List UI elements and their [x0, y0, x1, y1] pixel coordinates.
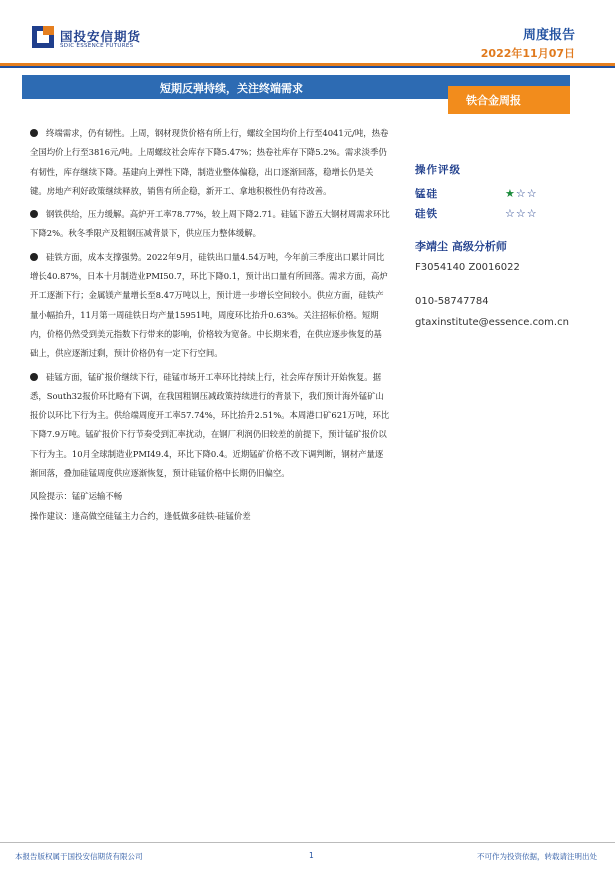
rating-row-fe-si: [415, 206, 538, 221]
footer-disclaimer: 不可作为投资依据，转载请注明出处: [477, 852, 597, 861]
star-rating-icon: [505, 207, 538, 220]
bullet-icon: [30, 253, 38, 261]
brand-name-en: SDIC ESSENCE FUTURES: [60, 43, 134, 49]
empty-star-icon: ☆: [515, 207, 527, 220]
star-rating-icon: [505, 187, 538, 200]
header-divider-blue: [0, 66, 615, 68]
contact-phone: 010-58747784: [415, 296, 489, 307]
company-logo-icon: [32, 26, 54, 48]
footer-copyright: 本报告版权属于国投安信期货有限公司: [15, 852, 143, 861]
rating-name: 硅铁: [415, 208, 438, 220]
contact-email: gtaxinstitute@essence.com.cn: [415, 317, 569, 328]
rating-title: 操作评级: [415, 164, 461, 176]
category-label: 铁合金周报: [466, 94, 521, 107]
paragraph-ferrosilicon: 硅铁方面，成本支撑强势。2022年9月，硅铁出口量4.54万吨，今年前三季度出口累计同比增长40.87%，日本十月制造业PMI50.7，环比下降0.1，预计出口量有所回落。需求方面，高炉开工逐渐下行；金属镁产量增长至8.47万吨以上，预计进一步增长空间较小。供应方面，硅铁产量小幅抬升，11月第一周硅铁日均产量15951吨，周度环比抬升0.63%。关注招标价格。短期内，价格仍然受到美元指数下行带来的影响，价格较为宽备。中长期来看，在供应逐步恢复的基础上，供应逐渐过剩，预计价格仍有一定下行空间。: [30, 251, 388, 359]
paragraph-demand: 终端需求，仍有韧性。上周，钢材现货价格有所上行，螺纹全国均价上行至4041元/吨，热卷全国均价上行至3816元/吨。上周螺纹社会库存下降5.47%；热卷社库存下降5.2%。需求淡季仍有韧性，库存继续下降。基建向上弹性下降，制造业整体偏稳，出口逐渐回落，稳增长仍是关键。房地产利好政策继续释放，销售有所企稳，新开工、拿地积极性仍有待改善。: [30, 128, 389, 196]
operation-note: 操作建议：逢高做空硅锰主力合约，逢低做多硅铁-硅锰价差: [30, 510, 251, 521]
report-title: 短期反弹持续，关注终端需求: [160, 82, 303, 95]
filled-star-icon: ★: [505, 187, 516, 200]
rating-row-mn-si: [415, 186, 538, 201]
bullet-icon: [30, 210, 38, 218]
empty-star-icon: ☆: [526, 187, 538, 200]
empty-star-icon: ☆: [526, 207, 538, 220]
empty-star-icon: ☆: [515, 187, 527, 200]
footer-divider: [0, 842, 615, 843]
paragraph-silicomanganese: 硅锰方面，锰矿报价继续下行，硅锰市场开工率环比持续上行，社会库存预计开始恢复。据悉，South32报价环比略有下调，在我国粗钢压减政策持续进行的背景下，我们预计海外锰矿山报价以环比下行为主。供给端周度开工率57.74%，环比抬升2.51%。本周港口矿621万吨，环比下降7.9万吨。锰矿报价下行节奏受到汇率扰动，在钢厂利润仍旧较差的前提下，预计锰矿报价以下行为主。10月全球制造业PMI49.4，环比下降0.4。近期锰矿价格不改下调判断，钢材产量逐渐回落，叠加硅锰周度供应逐渐恢复，预计硅锰价格中长期仍旧偏空。: [30, 371, 390, 479]
paragraph-supply: 钢铁供给，压力缓解。高炉开工率78.77%，较上周下降2.71。硅锰下游五大钢材周需求环比下降2%。秋冬季限产及粗钢压减背景下，供应压力整体缓解。: [30, 209, 390, 239]
analyst-certificates: F3054140 Z0016022: [415, 262, 520, 273]
bullet-icon: [30, 373, 38, 381]
report-type: 周度报告: [522, 28, 575, 43]
risk-note: 风险提示：锰矿运输不畅: [30, 491, 123, 502]
page-number: 1: [309, 851, 314, 860]
rating-name: 锰硅: [415, 188, 438, 200]
report-date: 2022年11月07日: [480, 47, 575, 60]
empty-star-icon: ☆: [505, 207, 516, 220]
bullet-icon: [30, 129, 38, 137]
analyst-name: 李靖尘 高级分析师: [415, 240, 507, 253]
report-body: [30, 124, 390, 526]
brand-name-cn: 国投安信期货: [60, 29, 142, 44]
